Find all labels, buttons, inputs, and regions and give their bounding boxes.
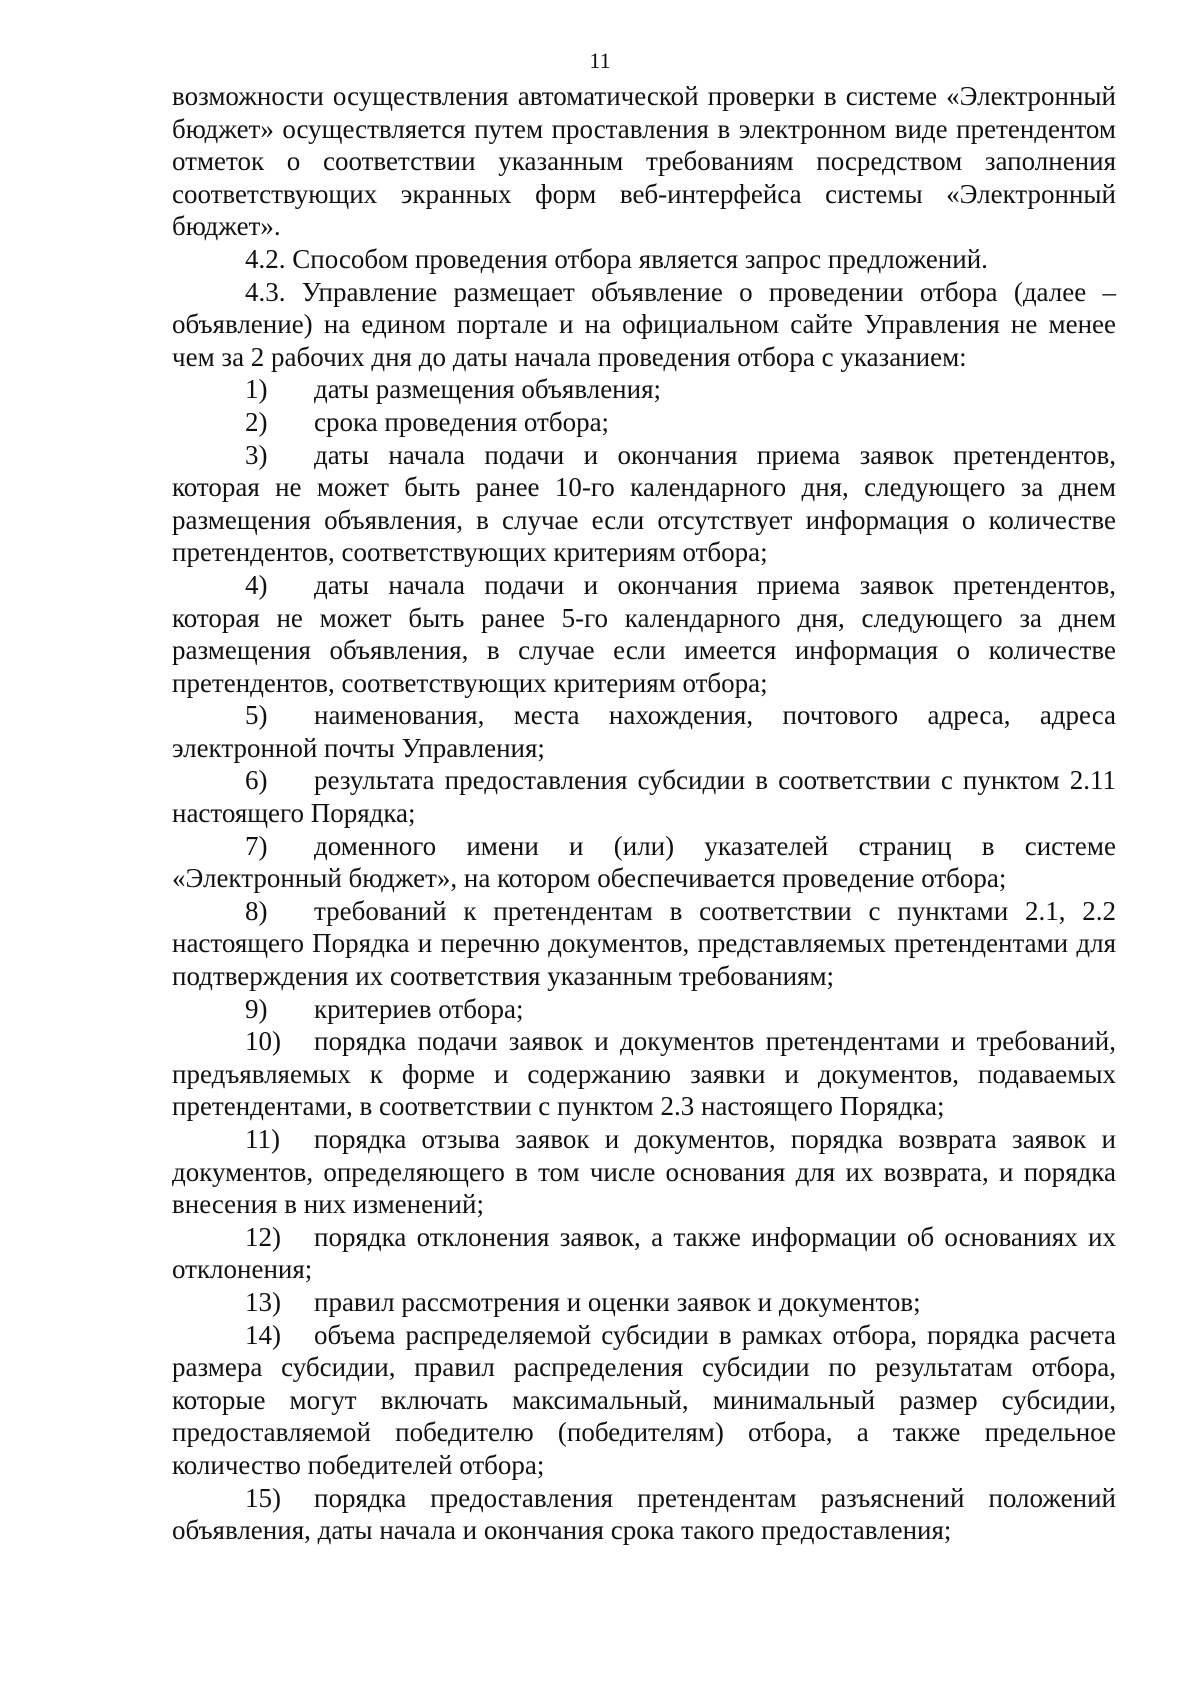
- section-4-3-paragraph: 4.3. Управление размещает объявление о проведении отбора (далее – объявление) на едином портале и на официальном сайте Управления не менее чем за 2 рабочих дня до даты начала проведения отбора с указанием:: [172, 276, 1116, 372]
- list-item-text: порядка подачи заявок и документов претендентами и требований, предъявляемых к форме и содержанию заявки и документов, подаваемых претендентами, в соответствии с пунктом 2.3 настоящего Порядка;: [172, 1026, 1116, 1122]
- list-item: [172, 1319, 1116, 1482]
- list-item: [172, 830, 1116, 895]
- list-item-text: объема распределяемой субсидии в рамках отбора, порядка расчета размера субсидии, правил распределения субсидии по результатам отбора, которые могут включать максимальный, минимальный размер субсидии, предоставляемой победителю (победителям) отбора, а также предельное количество победителей отбора;: [172, 1319, 1116, 1480]
- list-item-text: срока проведения отбора;: [314, 406, 610, 437]
- list-item-text: правил рассмотрения и оценки заявок и документов;: [314, 1286, 921, 1317]
- list-item: [172, 993, 1116, 1026]
- page-number: 11: [589, 48, 611, 73]
- list-item-number: 2): [245, 406, 268, 437]
- section-4-2-paragraph: 4.2. Способом проведения отбора является запрос предложений.: [245, 243, 988, 274]
- list-item-number: 8): [245, 895, 268, 926]
- list-item: [172, 1482, 1116, 1547]
- list-item-number: 7): [245, 830, 268, 861]
- list-item-text: порядка отзыва заявок и документов, порядка возврата заявок и документов, определяющего в том числе основания для их возврата, и порядка внесения в них изменений;: [172, 1124, 1116, 1220]
- list-item-text: порядка предоставления претендентам разъяснений положений объявления, даты начала и окончания срока такого предоставления;: [172, 1482, 1116, 1546]
- list-item-text: даты начала подачи и окончания приема заявок претендентов, которая не может быть ранее 5-го календарного дня, следующего за днем размещения объявления, в случае если имеется информация о количестве претендентов, соответствующих критериям отбора;: [172, 569, 1116, 698]
- list-item: [172, 895, 1116, 993]
- list-item-number: 4): [245, 569, 268, 600]
- list-item: [172, 764, 1116, 829]
- document-body: [172, 80, 1116, 1547]
- list-item: [172, 373, 1116, 406]
- list-item-text: порядка отклонения заявок, а также информации об основаниях их отклонения;: [172, 1221, 1116, 1285]
- list-item: [172, 1123, 1116, 1221]
- list-item-text: даты размещения объявления;: [314, 374, 662, 405]
- list-item-number: 14): [245, 1319, 281, 1350]
- list-item: [172, 439, 1116, 569]
- list-item: [172, 699, 1116, 764]
- list-item-number: 10): [245, 1026, 281, 1057]
- list-item-text: критериев отбора;: [314, 993, 524, 1024]
- list-item-number: 12): [245, 1221, 281, 1252]
- list-item-number: 1): [245, 374, 268, 405]
- enumerated-list: [172, 373, 1116, 1546]
- list-item-number: 11): [245, 1124, 280, 1154]
- list-item-number: 9): [245, 993, 268, 1024]
- list-item: [172, 1025, 1116, 1123]
- list-item-number: 13): [245, 1286, 281, 1317]
- list-item-number: 3): [245, 439, 268, 470]
- list-item-text: требований к претендентам в соответствии с пунктами 2.1, 2.2 настоящего Порядка и перечню документов, представляемых претендентами для подтверждения их соответствия указанным требованиям;: [172, 895, 1116, 992]
- list-item: [172, 1221, 1116, 1286]
- list-item-text: доменного имени и (или) указателей страниц в системе «Электронный бюджет», на котором обеспечивается проведение отбора;: [172, 830, 1116, 894]
- intro-paragraph: возможности осуществления автоматической проверки в системе «Электронный бюджет» осуществляется путем проставления в электронном виде претендентом отметок о соответствии указанным требованиям посредством заполнения соответствующих экранных форм веб-интерфейса системы «Электронный бюджет».: [172, 81, 1116, 242]
- list-item: [172, 569, 1116, 699]
- list-item-text: наименования, места нахождения, почтового адреса, адреса электронной почты Управления;: [172, 700, 1116, 763]
- list-item-text: даты начала подачи и окончания приема заявок претендентов, которая не может быть ранее 10-го календарного дня, следующего за днем размещения объявления, в случае если отсутствует информация о количестве претендентов, соответствующих критериям отбора;: [172, 439, 1116, 568]
- list-item-number: 6): [245, 765, 268, 796]
- list-item-number: 5): [245, 700, 268, 731]
- list-item: [172, 406, 1116, 439]
- list-item-number: 15): [245, 1482, 281, 1513]
- list-item: [172, 1286, 1116, 1319]
- list-item-text: результата предоставления субсидии в соответствии с пунктом 2.11 настоящего Порядка;: [172, 765, 1116, 829]
